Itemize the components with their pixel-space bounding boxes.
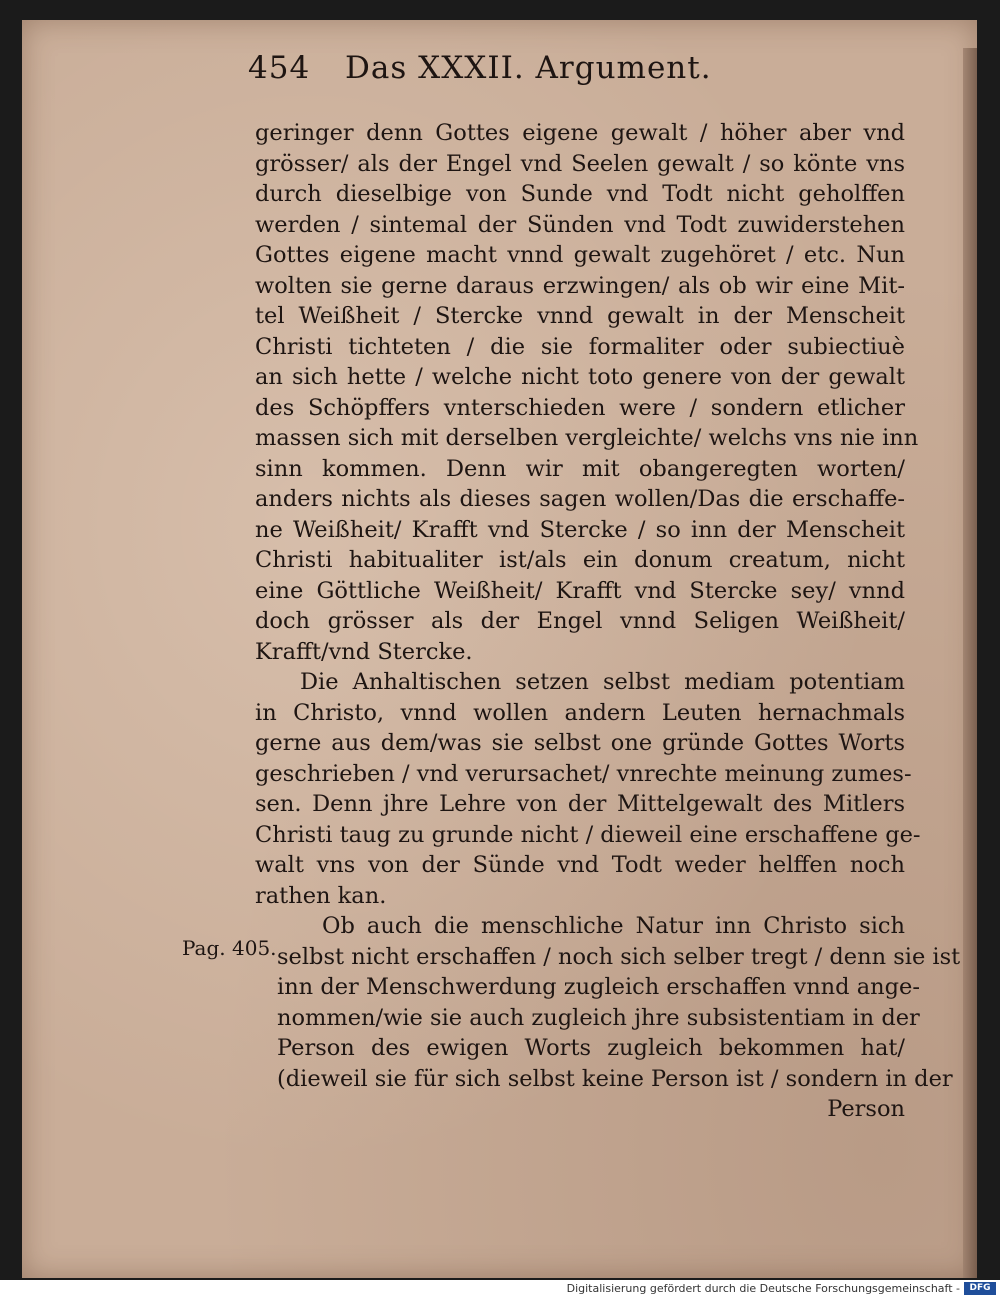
text-line: eine Göttliche Weißheit/ Krafft vnd Stercke sey/ vnnd — [255, 577, 905, 604]
text-line: anders nichts als dieses sagen wollen/Das die erschaffe- — [255, 486, 905, 512]
text-line: werden / sintemal der Sünden vnd Todt zuwiderstehen — [255, 211, 905, 238]
text-line: inn der Menschwerdung zugleich erschaffen vnnd ange- — [277, 974, 920, 1000]
margin-note: Pag. 405. — [182, 936, 277, 960]
text-line: Die Anhaltischen setzen selbst mediam potentiam — [300, 669, 905, 695]
text-line: massen sich mit derselben vergleichte/ welchs vns nie inn — [255, 425, 919, 451]
text-line: wolten sie gerne daraus erzwingen/ als ob wir eine Mit- — [255, 272, 905, 299]
text-line: des Schöpffers vnterschieden were / sondern etlicher — [255, 394, 905, 421]
footer-bar — [0, 1280, 1000, 1298]
running-header — [248, 50, 848, 86]
text-line: geringer denn Gottes eigene gewalt / höher aber vnd — [255, 120, 905, 146]
text-line: Christi taug zu grunde nicht / dieweil eine erschaffene ge- — [255, 821, 921, 848]
catchword: Person — [827, 1096, 905, 1122]
text-line: Gottes eigene macht vnnd gewalt zugehöret / etc. Nun — [255, 242, 905, 268]
running-title: Das XXXII. Argument. — [345, 50, 712, 86]
text-line: rathen kan. — [255, 882, 387, 909]
text-line: sen. Denn jhre Lehre von der Mittelgewalt des Mitlers — [255, 791, 905, 817]
text-line: doch grösser als der Engel vnnd Seligen Weißheit/ — [255, 608, 905, 634]
text-line: tel Weißheit / Stercke vnnd gewalt in der Menscheit — [255, 303, 905, 329]
text-line: sinn kommen. Denn wir mit obangeregten worten/ — [255, 455, 905, 482]
text-line: ne Weißheit/ Krafft vnd Stercke / so inn der Menscheit — [255, 516, 905, 543]
text-line: in Christo, vnnd wollen andern Leuten hernachmals — [255, 699, 905, 726]
text-line: selbst nicht erschaffen / noch sich selber tregt / denn sie ist — [277, 943, 961, 970]
digitization-credit: Digitalisierung gefördert durch die Deutsche Forschungsgemeinschaft - — [566, 1282, 960, 1295]
text-line: Christi tichteten / die sie formaliter oder subiectiuè — [255, 333, 905, 360]
text-line: durch dieselbige von Sunde vnd Todt nicht geholffen — [255, 181, 905, 207]
dfg-logo: DFG — [964, 1282, 996, 1295]
page-edge — [963, 48, 977, 1278]
text-line: Ob auch die menschliche Natur inn Christo sich — [322, 913, 905, 939]
page-number: 454 — [248, 50, 311, 86]
text-line: walt vns von der Sünde vnd Todt weder helffen noch — [255, 852, 905, 878]
text-line: gerne aus dem/was sie selbst one gründe Gottes Worts — [255, 730, 905, 756]
text-line: Krafft/vnd Stercke. — [255, 638, 473, 665]
body-text — [255, 118, 961, 1125]
text-line: Christi habitualiter ist/als ein donum creatum, nicht — [255, 547, 905, 573]
text-line: grösser/ als der Engel vnd Seelen gewalt / so könte vns — [255, 150, 905, 177]
text-line: an sich hette / welche nicht toto genere von der gewalt — [255, 364, 905, 390]
text-line: (dieweil sie für sich selbst keine Person ist / sondern in der — [277, 1065, 953, 1092]
text-line: Person des ewigen Worts zugleich bekommen hat/ — [277, 1035, 905, 1061]
text-line: nommen/wie sie auch zugleich jhre subsistentiam in der — [277, 1004, 920, 1031]
text-line: geschrieben / vnd verursachet/ vnrechte meinung zumes- — [255, 760, 912, 787]
